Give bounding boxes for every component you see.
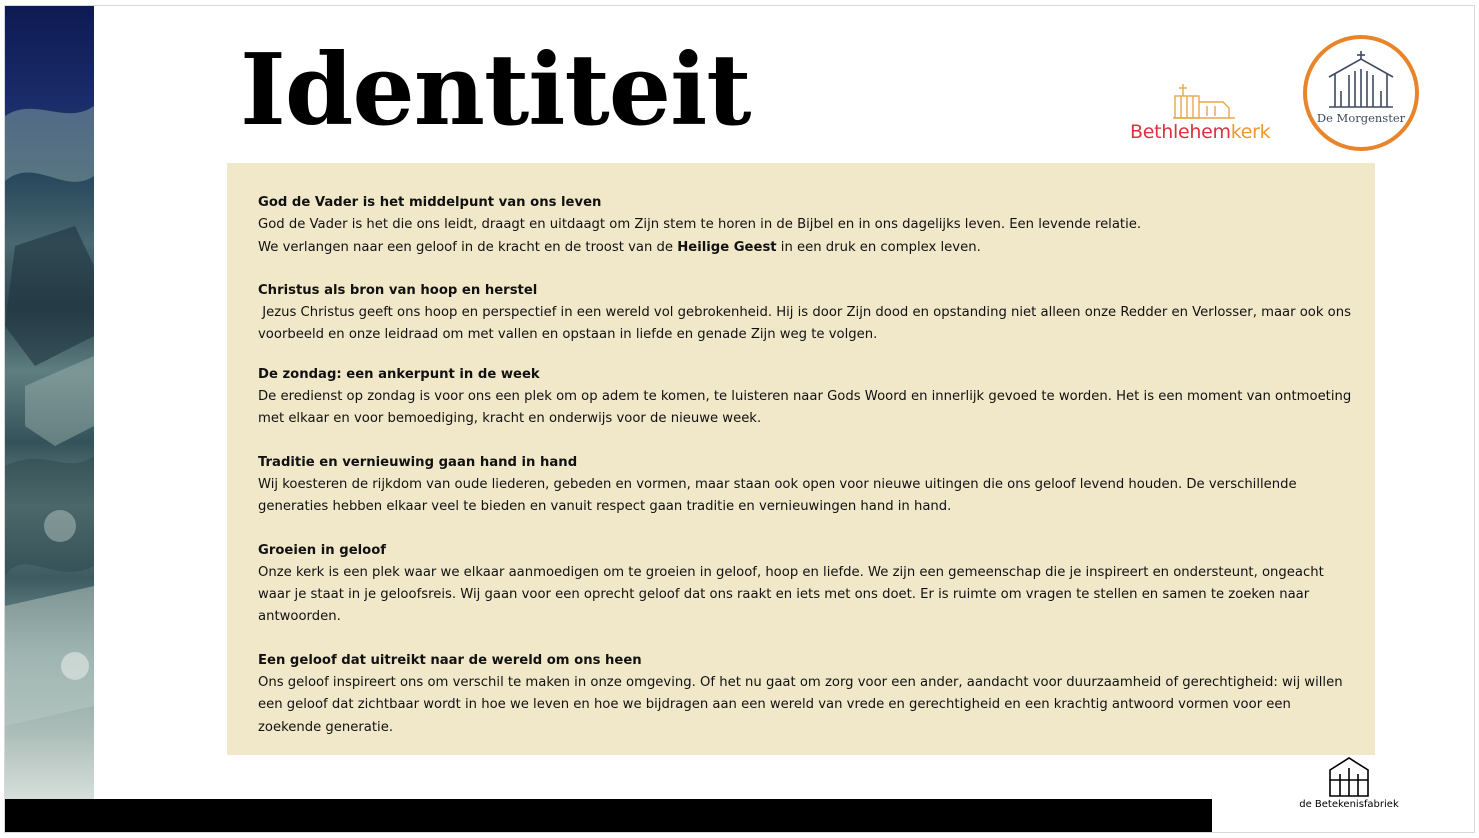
church-building-icon: [1325, 51, 1397, 109]
section-groeien: [258, 540, 1353, 629]
section-body: Ons geloof inspireert ons om verschil te maken in onze omgeving. Of het nu gaat om zorg voor een ander, aandacht voor duurzaamheid of gerechtigheid: wij willen een geloof dat zichtbaar wordt in hoe we leven en hoe we bijdragen aan een wereld van vrede en gerechtigheid en een krachtig antwoord vormen voor een zoekende generatie.: [258, 675, 1343, 735]
section-body-text: in een druk en complex leven.: [776, 239, 981, 255]
section-heading: Christus als bron van hoop en herstel: [258, 282, 538, 298]
section-body-line: God de Vader is het die ons leidt, draagt en uitdaagt om Zijn stem te horen in de Bijbel en in ons dagelijks leven. Een levende relatie.: [258, 217, 1142, 233]
side-photo-church-detail: [5, 6, 94, 800]
section-heading: De zondag: een ankerpunt in de week: [258, 366, 540, 382]
section-body: Onze kerk is een plek waar we elkaar aanmoedigen om te groeien in geloof, hoop en liefde. We zijn een gemeenschap die je inspireert en ondersteunt, ongeacht waar je staat in je geloofsreis. Wij gaan voor een oprecht geloof dat ons raakt en iets met ons doet. Er is ruimte om vragen te stellen en samen te zoeken naar antwoorden.: [258, 564, 1324, 625]
betekenisfabriek-wordmark: de Betekenisfabriek: [1299, 799, 1399, 810]
section-christus: [258, 280, 1356, 347]
section-heading: Traditie en vernieuwing gaan hand in hand: [258, 454, 578, 470]
slide: [4, 5, 1475, 833]
section-zondag: [258, 364, 1353, 431]
section-body-bold: Heilige Geest: [677, 239, 777, 255]
bethlehemkerk-wordmark: [1130, 121, 1270, 143]
section-body-text: We verlangen naar een geloof in de kracht en de troost van de: [258, 239, 678, 255]
bethlehemkerk-wordmark-part1: Bethlehem: [1130, 121, 1231, 143]
section-heading: God de Vader is het middelpunt van ons leven: [258, 195, 602, 210]
section-body-line: [258, 237, 1353, 259]
identity-text-panel: [227, 163, 1375, 755]
section-traditie: [258, 452, 1353, 519]
section-heading: Groeien in geloof: [258, 542, 387, 558]
betekenisfabriek-mark-icon: [1326, 756, 1372, 798]
bethlehemkerk-logo: [1125, 82, 1275, 146]
section-uitreiken: [258, 650, 1353, 739]
bethlehemkerk-wordmark-part2: kerk: [1230, 121, 1271, 143]
section-heading: Een geloof dat uitreikt naar de wereld om ons heen: [258, 652, 642, 668]
side-photo-decoration: [5, 6, 94, 800]
betekenisfabriek-logo: [1294, 756, 1404, 816]
slide-title: Identiteit: [240, 33, 751, 148]
bottom-black-bar: [5, 799, 1212, 833]
section-body: De eredienst op zondag is voor ons een plek om op adem te komen, te luisteren naar Gods Woord en innerlijk gevoed te worden. Het is een moment van ontmoeting met elkaar en voor bemoediging, kracht en onderwijs voor de nieuwe week.: [258, 389, 1352, 427]
section-god-de-vader: [258, 192, 1353, 259]
bethlehemkerk-building-icon: [1163, 82, 1243, 122]
section-body: Wij koesteren de rijkdom van oude liederen, gebeden en vormen, maar staan ook open voor nieuwe uitingen die ons geloof levend houden. De verschillende generaties hebben elkaar veel te bieden en vanuit respect gaan traditie en vernieuwingen hand in hand.: [258, 476, 1297, 515]
section-body: Jezus Christus geeft ons hoop en perspectief in een wereld vol gebrokenheid. Hij is door Zijn dood en opstanding niet alleen onze Redder en Verlosser, maar ook ons voorbeeld en onze leidraad om met vallen en opstaan in liefde en genade Zijn weg te volgen.: [258, 305, 1356, 343]
de-morgenster-wordmark: De Morgenster: [1316, 111, 1406, 125]
de-morgenster-logo: [1303, 35, 1419, 151]
